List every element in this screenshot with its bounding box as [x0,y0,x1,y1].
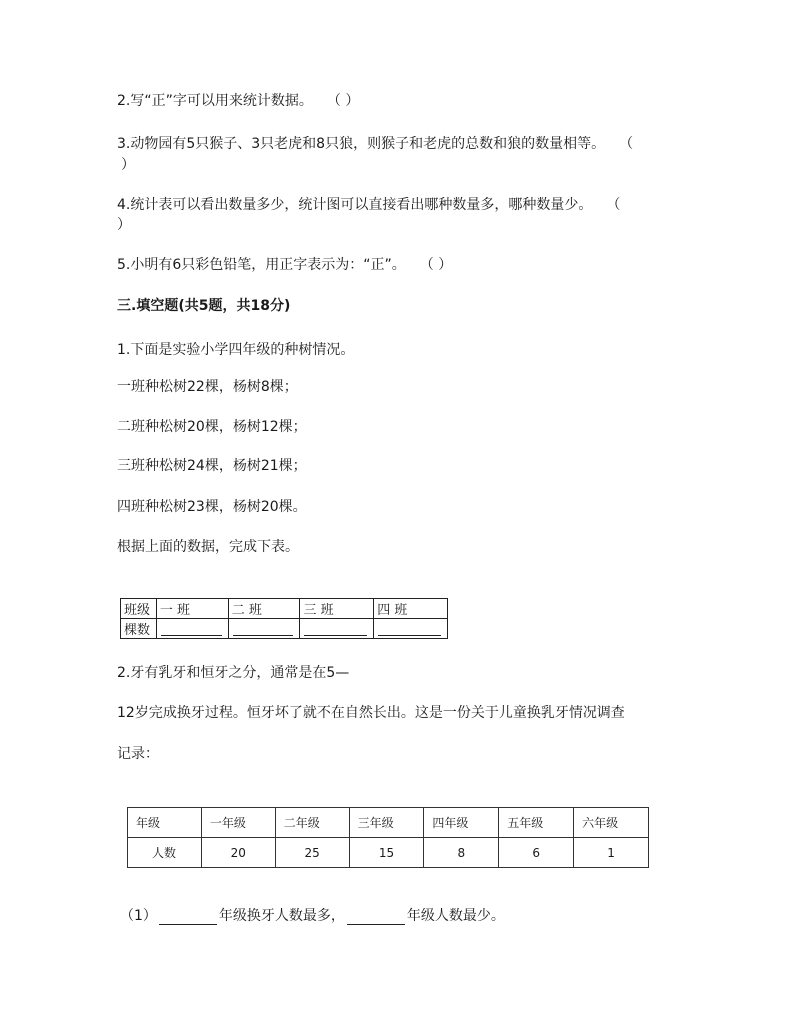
teeth-table-header-cell: 六年级 [574,808,649,838]
q2-sub-1-mid: 年级换牙人数最多， [218,908,345,924]
tree-table-count-row [121,619,448,639]
teeth-table-value: 25 [275,838,349,868]
answer-blank[interactable] [228,619,300,639]
teeth-table-value: 6 [499,838,574,868]
judge-item-4-cont: ） [117,217,131,233]
q2-sub-1 [120,907,505,925]
teeth-table-header-cell: 五年级 [499,808,574,838]
tree-table-header-cell: 班级 [121,599,157,619]
tree-table-header-cell: 三 班 [300,599,374,619]
judge-item-2: 2.写“正”字可以用来统计数据。 （ ） [117,93,360,109]
tree-table-header-cell: 四 班 [374,599,448,619]
judge-item-5: 5.小明有6只彩色铅笔，用正字表示为：“正”。 （ ） [117,257,453,273]
tree-table-header-cell: 一 班 [156,599,228,619]
teeth-table-value: 20 [201,838,275,868]
judge-item-4: 4.统计表可以看出数量多少，统计图可以直接看出哪种数量多，哪种数量少。 （ [117,197,621,213]
judge-item-3-cont: ） [121,157,135,173]
answer-blank[interactable] [300,619,374,639]
teeth-table-header-cell: 二年级 [275,808,349,838]
teeth-table-value: 15 [349,838,424,868]
tree-table [120,598,448,639]
q2-sub-1-prefix: （1） [120,908,157,924]
q1-row-1: 一班种松树22棵，杨树8棵； [117,379,298,395]
answer-blank[interactable] [159,910,217,925]
q2-sub-1-suffix: 年级人数最少。 [406,908,505,924]
q1-row-2: 二班种松树20棵，杨树12棵； [117,419,307,435]
teeth-table-header-cell: 三年级 [349,808,424,838]
teeth-table-header-cell: 年级 [128,808,202,838]
tree-table-header-cell: 二 班 [228,599,300,619]
teeth-table-header-cell: 四年级 [424,808,499,838]
q1-instruction: 根据上面的数据，完成下表。 [117,539,299,555]
teeth-table-count-row [128,838,649,868]
answer-blank[interactable] [347,910,405,925]
answer-blank[interactable] [374,619,448,639]
teeth-table-header-cell: 一年级 [201,808,275,838]
tree-table-row-label: 棵数 [121,619,157,639]
q1-row-4: 四班种松树23棵，杨树20棵。 [117,499,307,515]
teeth-table-row-label: 人数 [128,838,202,868]
teeth-table-value: 1 [574,838,649,868]
teeth-table-header-row [128,808,649,838]
tree-table-header-row [121,599,448,619]
teeth-table [127,807,649,868]
q2-line-3: 记录： [117,746,159,762]
q1-row-3: 三班种松树24棵，杨树21棵； [117,458,307,474]
answer-blank[interactable] [156,619,228,639]
q1-intro: 1.下面是实验小学四年级的种树情况。 [117,342,355,358]
q2-line-2: 12岁完成换牙过程。恒牙坏了就不在自然长出。这是一份关于儿童换乳牙情况调查 [117,705,625,721]
judge-item-3: 3.动物园有5只猴子、3只老虎和8只狼，则猴子和老虎的总数和狼的数量相等。 （ [117,136,634,152]
teeth-table-value: 8 [424,838,499,868]
q2-line-1: 2.牙有乳牙和恒牙之分，通常是在5— [117,665,350,681]
section-title: 三.填空题(共5题，共18分) [117,298,291,314]
